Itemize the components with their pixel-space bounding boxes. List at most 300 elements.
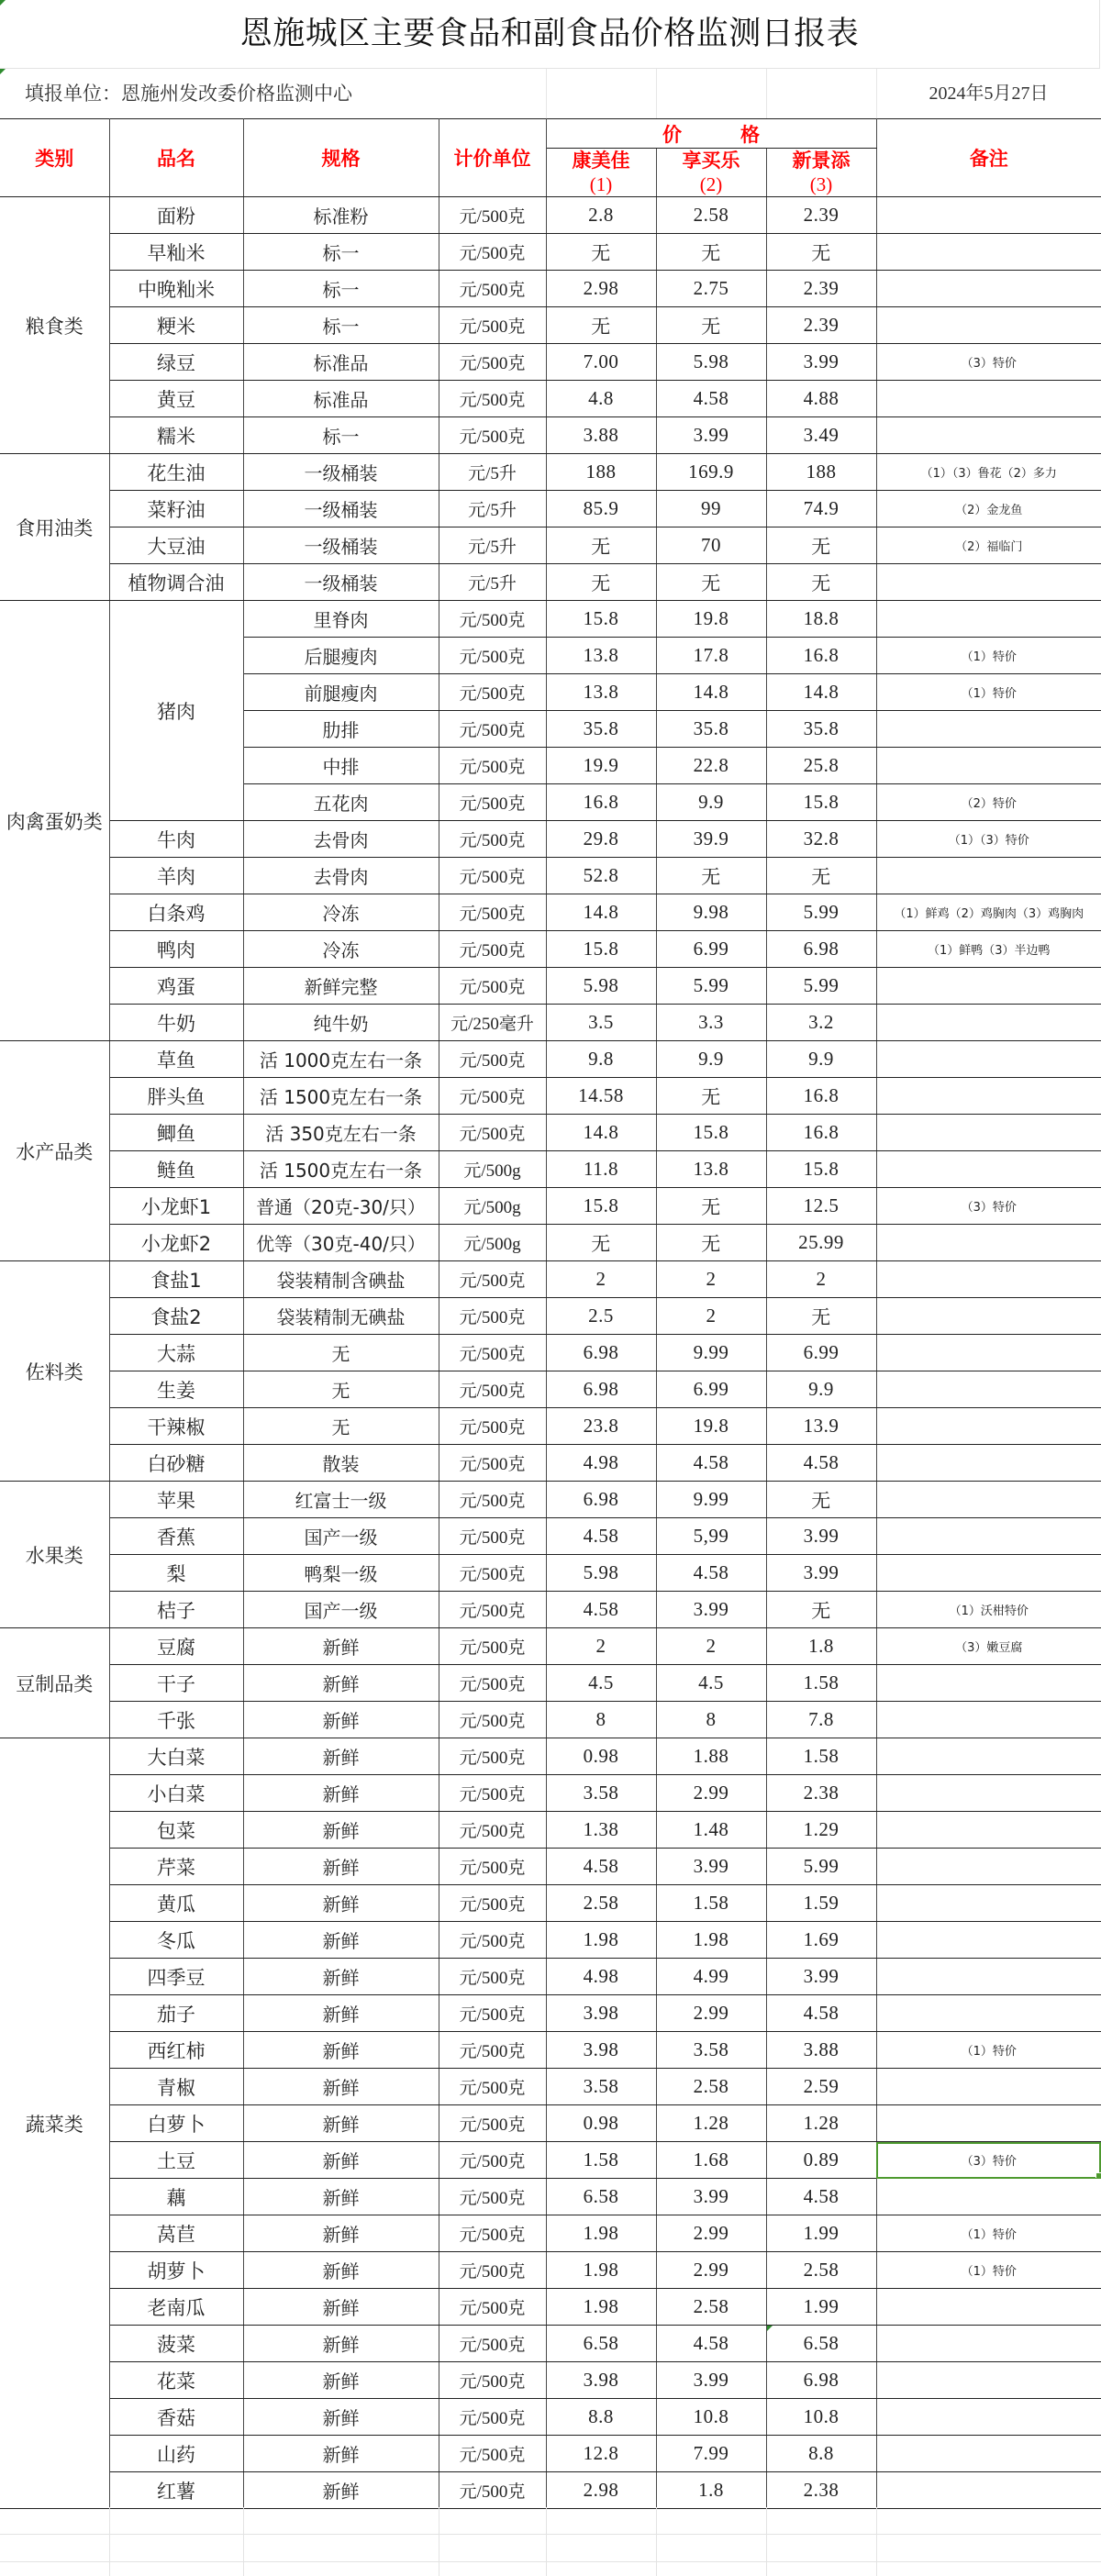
- item-name-cell[interactable]: 红薯: [109, 2472, 243, 2509]
- remark-cell[interactable]: [876, 1151, 1101, 1188]
- price-cell-xiangmaile[interactable]: 9.98: [656, 894, 766, 931]
- price-cell-kangmeijia[interactable]: 2.5: [546, 1298, 656, 1335]
- remark-cell[interactable]: （1）特价: [876, 2032, 1101, 2069]
- unit-cell[interactable]: 元/500克: [439, 1408, 546, 1445]
- unit-cell[interactable]: 元/500g: [439, 1188, 546, 1225]
- remark-cell[interactable]: [876, 417, 1101, 454]
- remark-cell[interactable]: [876, 1408, 1101, 1445]
- price-cell-kangmeijia[interactable]: 3.58: [546, 1775, 656, 1812]
- item-name-cell[interactable]: 香菇: [109, 2399, 243, 2436]
- price-cell-kangmeijia[interactable]: 11.8: [546, 1151, 656, 1188]
- price-cell-xinjingtian[interactable]: 1.58: [766, 1665, 876, 1702]
- spec-cell[interactable]: 新鲜: [243, 2069, 439, 2105]
- price-cell-kangmeijia[interactable]: 1.98: [546, 2289, 656, 2326]
- price-cell-kangmeijia[interactable]: 6.58: [546, 2326, 656, 2362]
- price-cell-xinjingtian[interactable]: 无: [766, 858, 876, 894]
- spec-cell[interactable]: 新鲜: [243, 1849, 439, 1885]
- item-name-cell[interactable]: 莴苣: [109, 2215, 243, 2252]
- column-header-remark[interactable]: 备注: [876, 119, 1101, 197]
- item-name-cell[interactable]: 黄豆: [109, 381, 243, 417]
- price-cell-xiangmaile[interactable]: 7.99: [656, 2436, 766, 2472]
- item-name-cell[interactable]: 胡萝卜: [109, 2252, 243, 2289]
- price-cell-xinjingtian[interactable]: 2.38: [766, 2472, 876, 2509]
- unit-cell[interactable]: 元/500克: [439, 1261, 546, 1298]
- spec-cell[interactable]: 新鲜: [243, 2399, 439, 2436]
- spec-cell[interactable]: 优等（30克-40/只）: [243, 1225, 439, 1261]
- price-cell-xinjingtian[interactable]: 5.99: [766, 894, 876, 931]
- price-cell-kangmeijia[interactable]: 4.58: [546, 1518, 656, 1555]
- remark-cell[interactable]: [876, 1849, 1101, 1885]
- price-cell-xiangmaile[interactable]: 5,99: [656, 1518, 766, 1555]
- remark-cell[interactable]: [876, 748, 1101, 784]
- spec-cell[interactable]: 新鲜: [243, 2105, 439, 2142]
- remark-cell[interactable]: [876, 1812, 1101, 1849]
- spec-cell[interactable]: 活 1500克左右一条: [243, 1078, 439, 1115]
- price-cell-kangmeijia[interactable]: 无: [546, 527, 656, 564]
- category-cell[interactable]: 粮食类: [0, 197, 109, 454]
- price-cell-xinjingtian[interactable]: 无: [766, 1298, 876, 1335]
- price-cell-xiangmaile[interactable]: 2: [656, 1261, 766, 1298]
- price-cell-kangmeijia[interactable]: 4.58: [546, 1849, 656, 1885]
- remark-cell[interactable]: （3）特价: [876, 344, 1101, 381]
- price-cell-xinjingtian[interactable]: 6.58: [766, 2326, 876, 2362]
- price-cell-xinjingtian[interactable]: 10.8: [766, 2399, 876, 2436]
- price-cell-kangmeijia[interactable]: 2.98: [546, 271, 656, 307]
- price-cell-kangmeijia[interactable]: 6.58: [546, 2179, 656, 2215]
- remark-cell[interactable]: [876, 1078, 1101, 1115]
- price-cell-xiangmaile[interactable]: 9.99: [656, 1482, 766, 1518]
- remark-cell[interactable]: （2）金龙鱼: [876, 491, 1101, 527]
- spec-cell[interactable]: 标一: [243, 417, 439, 454]
- unit-cell[interactable]: 元/500克: [439, 344, 546, 381]
- remark-cell[interactable]: [876, 1959, 1101, 1995]
- price-cell-xinjingtian[interactable]: 无: [766, 234, 876, 271]
- unit-cell[interactable]: 元/500克: [439, 821, 546, 858]
- item-name-cell[interactable]: 羊肉: [109, 858, 243, 894]
- price-cell-xinjingtian[interactable]: 1.99: [766, 2215, 876, 2252]
- price-cell-kangmeijia[interactable]: 14.58: [546, 1078, 656, 1115]
- price-cell-xiangmaile[interactable]: 19.8: [656, 1408, 766, 1445]
- spec-cell[interactable]: 新鲜: [243, 2362, 439, 2399]
- price-cell-xinjingtian[interactable]: 9.9: [766, 1371, 876, 1408]
- item-name-cell[interactable]: 山药: [109, 2436, 243, 2472]
- price-cell-kangmeijia[interactable]: 16.8: [546, 784, 656, 821]
- price-cell-xiangmaile[interactable]: 2: [656, 1298, 766, 1335]
- price-cell-xiangmaile[interactable]: 3.99: [656, 2179, 766, 2215]
- item-name-cell[interactable]: 鲫鱼: [109, 1115, 243, 1151]
- spec-cell[interactable]: 中排: [243, 748, 439, 784]
- unit-cell[interactable]: 元/500克: [439, 2436, 546, 2472]
- spec-cell[interactable]: 无: [243, 1335, 439, 1371]
- column-header-name[interactable]: 品名: [109, 119, 243, 197]
- price-cell-xiangmaile[interactable]: 无: [656, 858, 766, 894]
- price-cell-xinjingtian[interactable]: 16.8: [766, 1115, 876, 1151]
- remark-cell[interactable]: （2）特价: [876, 784, 1101, 821]
- price-cell-xinjingtian[interactable]: 35.8: [766, 711, 876, 748]
- price-cell-xinjingtian[interactable]: 无: [766, 1592, 876, 1628]
- spec-cell[interactable]: 新鲜: [243, 1665, 439, 1702]
- unit-cell[interactable]: 元/500克: [439, 1298, 546, 1335]
- remark-cell[interactable]: [876, 1115, 1101, 1151]
- item-name-cell[interactable]: 早籼米: [109, 234, 243, 271]
- unit-cell[interactable]: 元/500克: [439, 1628, 546, 1665]
- price-cell-kangmeijia[interactable]: 14.8: [546, 894, 656, 931]
- item-name-cell[interactable]: 大蒜: [109, 1335, 243, 1371]
- spec-cell[interactable]: 里脊肉: [243, 601, 439, 638]
- unit-cell[interactable]: 元/500克: [439, 234, 546, 271]
- item-name-cell[interactable]: 苹果: [109, 1482, 243, 1518]
- price-cell-xiangmaile[interactable]: 70: [656, 527, 766, 564]
- spec-cell[interactable]: 新鲜: [243, 2326, 439, 2362]
- remark-cell[interactable]: [876, 1298, 1101, 1335]
- unit-cell[interactable]: 元/500g: [439, 1225, 546, 1261]
- item-name-cell[interactable]: 植物调合油: [109, 564, 243, 601]
- price-cell-kangmeijia[interactable]: 4.58: [546, 1592, 656, 1628]
- remark-cell[interactable]: （1）特价: [876, 674, 1101, 711]
- price-cell-xinjingtian[interactable]: 1.29: [766, 1812, 876, 1849]
- unit-cell[interactable]: 元/500克: [439, 2362, 546, 2399]
- price-cell-xiangmaile[interactable]: 4.99: [656, 1959, 766, 1995]
- price-cell-xinjingtian[interactable]: 1.59: [766, 1885, 876, 1922]
- item-name-cell[interactable]: 千张: [109, 1702, 243, 1738]
- remark-cell[interactable]: （1）（3）鲁花（2）多力: [876, 454, 1101, 491]
- price-cell-xinjingtian[interactable]: 8.8: [766, 2436, 876, 2472]
- spec-cell[interactable]: 新鲜: [243, 1885, 439, 1922]
- column-header-store-xinjingtian[interactable]: [766, 149, 876, 197]
- price-cell-xiangmaile[interactable]: 4.58: [656, 381, 766, 417]
- unit-cell[interactable]: 元/500克: [439, 1115, 546, 1151]
- price-cell-xiangmaile[interactable]: 2.58: [656, 197, 766, 234]
- price-cell-xinjingtian[interactable]: 6.99: [766, 1335, 876, 1371]
- remark-cell[interactable]: [876, 271, 1101, 307]
- spec-cell[interactable]: 袋装精制含碘盐: [243, 1261, 439, 1298]
- remark-cell[interactable]: （1）特价: [876, 638, 1101, 674]
- item-name-cell[interactable]: 小白菜: [109, 1775, 243, 1812]
- spec-cell[interactable]: 去骨肉: [243, 858, 439, 894]
- price-cell-xiangmaile[interactable]: 1.88: [656, 1738, 766, 1775]
- unit-cell[interactable]: 元/500克: [439, 2069, 546, 2105]
- price-cell-xiangmaile[interactable]: 2: [656, 1628, 766, 1665]
- price-cell-kangmeijia[interactable]: 3.98: [546, 2032, 656, 2069]
- report-date[interactable]: 2024年5月27日: [929, 83, 1049, 104]
- unit-cell[interactable]: 元/500克: [439, 1702, 546, 1738]
- unit-cell[interactable]: 元/500克: [439, 1482, 546, 1518]
- price-cell-kangmeijia[interactable]: 2: [546, 1628, 656, 1665]
- price-cell-kangmeijia[interactable]: 9.8: [546, 1041, 656, 1078]
- item-name-cell[interactable]: 小龙虾1: [109, 1188, 243, 1225]
- unit-cell[interactable]: 元/500克: [439, 2142, 546, 2179]
- price-cell-kangmeijia[interactable]: 35.8: [546, 711, 656, 748]
- remark-cell[interactable]: （1）鲜鸭（3）半边鸭: [876, 931, 1101, 968]
- price-cell-kangmeijia[interactable]: 19.9: [546, 748, 656, 784]
- category-cell[interactable]: 豆制品类: [0, 1628, 109, 1738]
- item-name-cell[interactable]: 大豆油: [109, 527, 243, 564]
- unit-cell[interactable]: 元/500克: [439, 1078, 546, 1115]
- price-cell-xinjingtian[interactable]: 32.8: [766, 821, 876, 858]
- spec-cell[interactable]: 国产一级: [243, 1592, 439, 1628]
- price-cell-kangmeijia[interactable]: 6.98: [546, 1482, 656, 1518]
- price-cell-xiangmaile[interactable]: 6.99: [656, 1371, 766, 1408]
- item-name-cell[interactable]: 鲢鱼: [109, 1151, 243, 1188]
- item-name-cell[interactable]: 食盐2: [109, 1298, 243, 1335]
- unit-cell[interactable]: 元/500克: [439, 1812, 546, 1849]
- price-cell-xiangmaile[interactable]: 4.58: [656, 2326, 766, 2362]
- spec-cell[interactable]: 国产一级: [243, 1518, 439, 1555]
- category-cell[interactable]: 肉禽蛋奶类: [0, 601, 109, 1041]
- price-cell-kangmeijia[interactable]: 2.98: [546, 2472, 656, 2509]
- unit-cell[interactable]: 元/500克: [439, 894, 546, 931]
- item-name-cell[interactable]: 花生油: [109, 454, 243, 491]
- price-cell-xinjingtian[interactable]: 3.99: [766, 1555, 876, 1592]
- spec-cell[interactable]: 新鲜: [243, 2289, 439, 2326]
- unit-cell[interactable]: 元/500g: [439, 1151, 546, 1188]
- category-cell[interactable]: 佐料类: [0, 1261, 109, 1482]
- remark-cell[interactable]: [876, 2436, 1101, 2472]
- item-name-cell[interactable]: 大白菜: [109, 1738, 243, 1775]
- remark-cell[interactable]: [876, 307, 1101, 344]
- price-cell-kangmeijia[interactable]: 12.8: [546, 2436, 656, 2472]
- item-name-cell[interactable]: 糯米: [109, 417, 243, 454]
- price-cell-kangmeijia[interactable]: 2.8: [546, 197, 656, 234]
- price-cell-xinjingtian[interactable]: 2.39: [766, 307, 876, 344]
- spec-cell[interactable]: 纯牛奶: [243, 1005, 439, 1041]
- unit-cell[interactable]: 元/500克: [439, 1371, 546, 1408]
- unit-cell[interactable]: 元/500克: [439, 381, 546, 417]
- price-cell-xiangmaile[interactable]: 2.99: [656, 2215, 766, 2252]
- spec-cell[interactable]: 新鲜: [243, 1775, 439, 1812]
- price-cell-xiangmaile[interactable]: 2.75: [656, 271, 766, 307]
- unit-cell[interactable]: 元/5升: [439, 527, 546, 564]
- price-cell-xiangmaile[interactable]: 无: [656, 307, 766, 344]
- price-cell-xinjingtian[interactable]: 2.39: [766, 197, 876, 234]
- remark-cell[interactable]: （1）沃柑特价: [876, 1592, 1101, 1628]
- price-cell-xinjingtian[interactable]: 16.8: [766, 1078, 876, 1115]
- unit-cell[interactable]: 元/500克: [439, 784, 546, 821]
- spec-cell[interactable]: 活 1000克左右一条: [243, 1041, 439, 1078]
- price-cell-xiangmaile[interactable]: 1.98: [656, 1922, 766, 1959]
- price-cell-xiangmaile[interactable]: 1.28: [656, 2105, 766, 2142]
- remark-cell[interactable]: [876, 2399, 1101, 2436]
- price-cell-xiangmaile[interactable]: 1.68: [656, 2142, 766, 2179]
- item-name-cell[interactable]: 四季豆: [109, 1959, 243, 1995]
- price-cell-xiangmaile[interactable]: 2.99: [656, 1775, 766, 1812]
- price-cell-xiangmaile[interactable]: 39.9: [656, 821, 766, 858]
- price-cell-xiangmaile[interactable]: 8: [656, 1702, 766, 1738]
- spec-cell[interactable]: 新鲜: [243, 1812, 439, 1849]
- price-cell-xinjingtian[interactable]: 5.99: [766, 1849, 876, 1885]
- item-name-cell[interactable]: 藕: [109, 2179, 243, 2215]
- price-cell-kangmeijia[interactable]: 3.5: [546, 1005, 656, 1041]
- unit-cell[interactable]: 元/500克: [439, 307, 546, 344]
- price-cell-xinjingtian[interactable]: 15.8: [766, 784, 876, 821]
- item-name-cell[interactable]: 食盐1: [109, 1261, 243, 1298]
- remark-cell[interactable]: [876, 234, 1101, 271]
- price-cell-xiangmaile[interactable]: 1.48: [656, 1812, 766, 1849]
- price-cell-kangmeijia[interactable]: 1.98: [546, 2215, 656, 2252]
- column-header-store-xiangmaile[interactable]: [656, 149, 766, 197]
- unit-cell[interactable]: 元/250毫升: [439, 1005, 546, 1041]
- price-cell-xiangmaile[interactable]: 19.8: [656, 601, 766, 638]
- unit-cell[interactable]: 元/500克: [439, 2179, 546, 2215]
- spec-cell[interactable]: 五花肉: [243, 784, 439, 821]
- price-cell-kangmeijia[interactable]: 3.98: [546, 2362, 656, 2399]
- remark-cell[interactable]: [876, 1665, 1101, 1702]
- spec-cell[interactable]: 普通（20克-30/只）: [243, 1188, 439, 1225]
- item-name-cell[interactable]: 青椒: [109, 2069, 243, 2105]
- price-cell-xiangmaile[interactable]: 1.8: [656, 2472, 766, 2509]
- price-cell-kangmeijia[interactable]: 6.98: [546, 1335, 656, 1371]
- spec-cell[interactable]: 新鲜: [243, 2179, 439, 2215]
- price-cell-kangmeijia[interactable]: 1.98: [546, 2252, 656, 2289]
- price-cell-xiangmaile[interactable]: 22.8: [656, 748, 766, 784]
- unit-cell[interactable]: 元/500克: [439, 1885, 546, 1922]
- price-cell-kangmeijia[interactable]: 8.8: [546, 2399, 656, 2436]
- spec-cell[interactable]: 标一: [243, 234, 439, 271]
- item-name-cell[interactable]: 菠菜: [109, 2326, 243, 2362]
- price-cell-xinjingtian[interactable]: 3.99: [766, 344, 876, 381]
- remark-cell[interactable]: [876, 601, 1101, 638]
- spec-cell[interactable]: 红富士一级: [243, 1482, 439, 1518]
- unit-cell[interactable]: 元/500克: [439, 1959, 546, 1995]
- item-name-cell[interactable]: 花菜: [109, 2362, 243, 2399]
- remark-cell[interactable]: [876, 2362, 1101, 2399]
- item-name-cell[interactable]: 冬瓜: [109, 1922, 243, 1959]
- price-cell-xinjingtian[interactable]: 无: [766, 1482, 876, 1518]
- item-name-cell[interactable]: 中晚籼米: [109, 271, 243, 307]
- spec-cell[interactable]: 标一: [243, 307, 439, 344]
- item-name-cell[interactable]: 白条鸡: [109, 894, 243, 931]
- price-cell-xiangmaile[interactable]: 无: [656, 1078, 766, 1115]
- price-cell-xinjingtian[interactable]: 7.8: [766, 1702, 876, 1738]
- remark-cell[interactable]: （3）特价: [876, 1188, 1101, 1225]
- item-name-cell[interactable]: 白砂糖: [109, 1445, 243, 1482]
- price-cell-kangmeijia[interactable]: 29.8: [546, 821, 656, 858]
- price-cell-kangmeijia[interactable]: 1.58: [546, 2142, 656, 2179]
- unit-cell[interactable]: 元/500克: [439, 2215, 546, 2252]
- unit-cell[interactable]: 元/500克: [439, 2472, 546, 2509]
- price-cell-xiangmaile[interactable]: 无: [656, 234, 766, 271]
- item-name-cell[interactable]: 土豆: [109, 2142, 243, 2179]
- item-name-cell[interactable]: 包菜: [109, 1812, 243, 1849]
- price-cell-xinjingtian[interactable]: 2.38: [766, 1775, 876, 1812]
- spec-cell[interactable]: 新鲜: [243, 2032, 439, 2069]
- item-name-cell[interactable]: 干辣椒: [109, 1408, 243, 1445]
- price-cell-xinjingtian[interactable]: 1.8: [766, 1628, 876, 1665]
- spec-cell[interactable]: 去骨肉: [243, 821, 439, 858]
- unit-cell[interactable]: 元/500克: [439, 197, 546, 234]
- price-cell-kangmeijia[interactable]: 13.8: [546, 638, 656, 674]
- price-cell-xinjingtian[interactable]: 25.8: [766, 748, 876, 784]
- price-cell-xiangmaile[interactable]: 9.9: [656, 1041, 766, 1078]
- spec-cell[interactable]: 冷冻: [243, 894, 439, 931]
- remark-cell[interactable]: [876, 1775, 1101, 1812]
- price-cell-xinjingtian[interactable]: 188: [766, 454, 876, 491]
- spec-cell[interactable]: 标准品: [243, 381, 439, 417]
- unit-cell[interactable]: 元/500克: [439, 2252, 546, 2289]
- remark-cell[interactable]: [876, 1445, 1101, 1482]
- remark-cell[interactable]: （1）特价: [876, 2252, 1101, 2289]
- spec-cell[interactable]: 活 1500克左右一条: [243, 1151, 439, 1188]
- column-header-spec[interactable]: 规格: [243, 119, 439, 197]
- price-cell-xinjingtian[interactable]: 13.9: [766, 1408, 876, 1445]
- column-header-store-kangmeijia[interactable]: [546, 149, 656, 197]
- remark-cell[interactable]: [876, 1555, 1101, 1592]
- unit-cell[interactable]: 元/500克: [439, 1518, 546, 1555]
- spec-cell[interactable]: 前腿瘦肉: [243, 674, 439, 711]
- category-cell[interactable]: 食用油类: [0, 454, 109, 601]
- unit-cell[interactable]: 元/500克: [439, 2399, 546, 2436]
- remark-cell[interactable]: [876, 1702, 1101, 1738]
- remark-cell[interactable]: [876, 1005, 1101, 1041]
- item-name-cell[interactable]: 粳米: [109, 307, 243, 344]
- price-cell-kangmeijia[interactable]: 4.5: [546, 1665, 656, 1702]
- price-cell-xiangmaile[interactable]: 5.99: [656, 968, 766, 1005]
- item-name-cell[interactable]: 干子: [109, 1665, 243, 1702]
- item-name-cell[interactable]: 西红柿: [109, 2032, 243, 2069]
- spec-cell[interactable]: 一级桶装: [243, 527, 439, 564]
- price-cell-kangmeijia[interactable]: 7.00: [546, 344, 656, 381]
- price-cell-kangmeijia[interactable]: 8: [546, 1702, 656, 1738]
- unit-cell[interactable]: 元/500克: [439, 711, 546, 748]
- price-cell-xiangmaile[interactable]: 3.99: [656, 2362, 766, 2399]
- remark-cell[interactable]: （3）特价: [876, 2142, 1101, 2179]
- remark-cell[interactable]: [876, 1518, 1101, 1555]
- remark-cell[interactable]: （1）（3）特价: [876, 821, 1101, 858]
- unit-cell[interactable]: 元/500克: [439, 1995, 546, 2032]
- price-cell-kangmeijia[interactable]: 0.98: [546, 2105, 656, 2142]
- column-header-category[interactable]: 类别: [0, 119, 109, 197]
- price-cell-xinjingtian[interactable]: 14.8: [766, 674, 876, 711]
- remark-cell[interactable]: [876, 197, 1101, 234]
- price-cell-xiangmaile[interactable]: 2.99: [656, 2252, 766, 2289]
- item-name-cell[interactable]: 豆腐: [109, 1628, 243, 1665]
- remark-cell[interactable]: [876, 2105, 1101, 2142]
- price-cell-xinjingtian[interactable]: 5.99: [766, 968, 876, 1005]
- remark-cell[interactable]: [876, 1225, 1101, 1261]
- spec-cell[interactable]: 无: [243, 1371, 439, 1408]
- price-cell-xinjingtian[interactable]: 3.2: [766, 1005, 876, 1041]
- category-cell[interactable]: 水果类: [0, 1482, 109, 1628]
- spec-cell[interactable]: 袋装精制无碘盐: [243, 1298, 439, 1335]
- remark-cell[interactable]: [876, 1482, 1101, 1518]
- item-name-cell[interactable]: 胖头鱼: [109, 1078, 243, 1115]
- spec-cell[interactable]: 新鲜: [243, 1959, 439, 1995]
- price-cell-xiangmaile[interactable]: 无: [656, 564, 766, 601]
- unit-cell[interactable]: 元/500克: [439, 968, 546, 1005]
- unit-cell[interactable]: 元/500克: [439, 271, 546, 307]
- price-cell-xiangmaile[interactable]: 9.99: [656, 1335, 766, 1371]
- spec-cell[interactable]: 冷冻: [243, 931, 439, 968]
- remark-cell[interactable]: （1）鲜鸡（2）鸡胸肉（3）鸡胸肉: [876, 894, 1101, 931]
- item-name-cell[interactable]: 小龙虾2: [109, 1225, 243, 1261]
- item-name-cell[interactable]: 猪肉: [109, 601, 243, 821]
- price-cell-xinjingtian[interactable]: 6.98: [766, 2362, 876, 2399]
- price-cell-kangmeijia[interactable]: 5.98: [546, 968, 656, 1005]
- price-cell-xinjingtian[interactable]: 25.99: [766, 1225, 876, 1261]
- price-cell-xiangmaile[interactable]: 14.8: [656, 674, 766, 711]
- unit-cell[interactable]: 元/500克: [439, 1592, 546, 1628]
- column-header-price-group[interactable]: 价格: [546, 119, 876, 149]
- remark-cell[interactable]: [876, 2289, 1101, 2326]
- price-cell-xinjingtian[interactable]: 18.8: [766, 601, 876, 638]
- price-cell-xinjingtian[interactable]: 2: [766, 1261, 876, 1298]
- unit-cell[interactable]: 元/500克: [439, 1555, 546, 1592]
- price-cell-kangmeijia[interactable]: 15.8: [546, 931, 656, 968]
- remark-cell[interactable]: [876, 2179, 1101, 2215]
- spec-cell[interactable]: 新鲜: [243, 2436, 439, 2472]
- spec-cell[interactable]: 新鲜: [243, 2252, 439, 2289]
- price-cell-xiangmaile[interactable]: 169.9: [656, 454, 766, 491]
